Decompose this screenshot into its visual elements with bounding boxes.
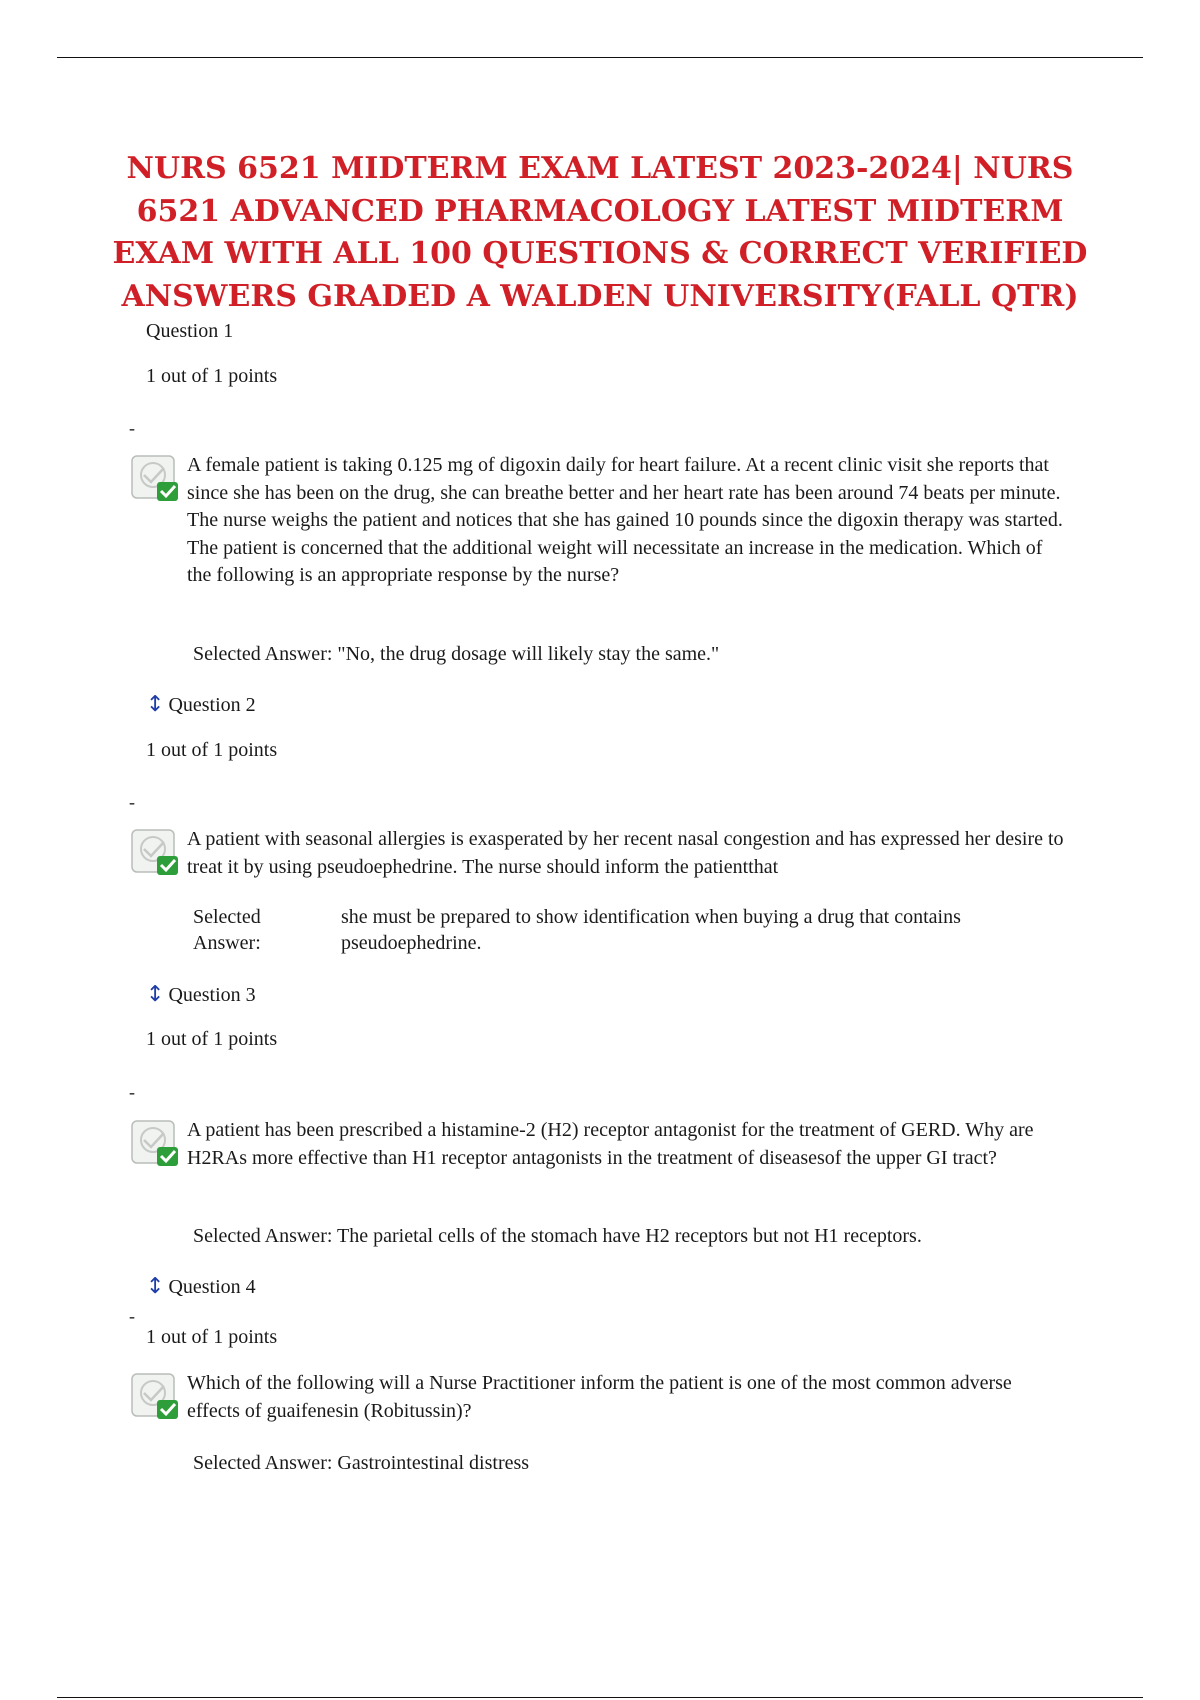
question-4-answer — [193, 1452, 529, 1475]
up-down-arrow-icon[interactable]: ↕ — [146, 982, 165, 1007]
bottom-rule — [57, 1697, 1143, 1698]
question-label-text: Question 2 — [168, 694, 256, 716]
selected-answer-label: Selected Answer: — [193, 643, 333, 665]
question-4-points: 1 out of 1 points — [146, 1326, 278, 1348]
question-4-text: Which of the following will a Nurse Practitioner inform the patient is one of the most common adverse effects of guaifenesin (Robitussin)? — [187, 1372, 1012, 1422]
question-label-text: Question 3 — [168, 984, 256, 1006]
selected-answer-label — [193, 904, 323, 956]
question-1-answer — [193, 643, 719, 666]
selected-answer-value: Gastrointestinal distress — [337, 1452, 530, 1474]
selected-answer-value: "No, the drug dosage will likely stay the same." — [337, 643, 720, 665]
question-4-label — [146, 1274, 256, 1299]
selected-answer-value: she must be prepared to show identification when buying a drug that contains pseudoephedrine. — [341, 906, 961, 954]
correct-check-icon — [130, 1117, 182, 1169]
question-1-label — [146, 320, 233, 343]
question-4-separator: - — [129, 1306, 135, 1326]
question-3-separator: - — [129, 1082, 135, 1102]
question-2-separator: - — [129, 792, 135, 812]
selected-answer-label: Selected Answer: — [193, 1452, 333, 1474]
up-down-arrow-icon[interactable]: ↕ — [146, 692, 165, 717]
selected-label-line-2: Answer: — [193, 932, 261, 954]
selected-answer-label: Selected Answer: — [193, 1225, 333, 1247]
question-1-text: A female patient is taking 0.125 mg of digoxin daily for heart failure. At a recent clinic visit she reports that since she has been on the drug, she can breathe better and her heart rate has been around 74 beats per minute. The nurse weighs the patient and notices that she has gained 10 pounds since the digoxin therapy was started. The patient is concerned that the additional weight will necessitate an increase in the medication. Which of the following is an appropriate response by the nurse? — [187, 454, 1063, 586]
question-3-answer — [193, 1225, 922, 1248]
question-label-text: Question 4 — [168, 1276, 256, 1298]
question-2-label — [146, 692, 256, 717]
document-title: NURS 6521 MIDTERM EXAM LATEST 2023-2024| NURS 6521 ADVANCED PHARMACOLOGY LATEST MIDTERM EXAM WITH ALL 100 QUESTIONS & CORRECT VERIFIED ANSWERS GRADED A WALDEN UNIVERSITY(FALL QTR) — [112, 151, 1088, 314]
question-label-text: Question 1 — [146, 320, 234, 342]
selected-answer-value: The parietal cells of the stomach have H2 receptors but not H1 receptors. — [337, 1225, 922, 1247]
question-3-label — [146, 982, 256, 1007]
top-rule — [57, 57, 1143, 58]
question-2-answer — [193, 904, 1073, 964]
selected-label-line-1: Selected — [193, 906, 261, 928]
correct-check-icon — [130, 826, 182, 878]
question-2-points: 1 out of 1 points — [146, 739, 278, 761]
up-down-arrow-icon[interactable]: ↕ — [146, 1274, 165, 1299]
question-3-points: 1 out of 1 points — [146, 1028, 278, 1050]
question-3-text: A patient has been prescribed a histamine-2 (H2) receptor antagonist for the treatment of GERD. Why are H2RAs more effective than H1 receptor antagonists in the treatment of diseasesof the upper GI tract? — [187, 1119, 1034, 1169]
question-2-text: A patient with seasonal allergies is exasperated by her recent nasal congestion and has expressed her desire to treat it by using pseudoephedrine. The nurse should inform the patientthat — [187, 828, 1064, 878]
question-1-points: 1 out of 1 points — [146, 365, 278, 387]
question-1-separator: - — [129, 418, 135, 438]
correct-check-icon — [130, 452, 182, 504]
correct-check-icon — [130, 1370, 182, 1422]
